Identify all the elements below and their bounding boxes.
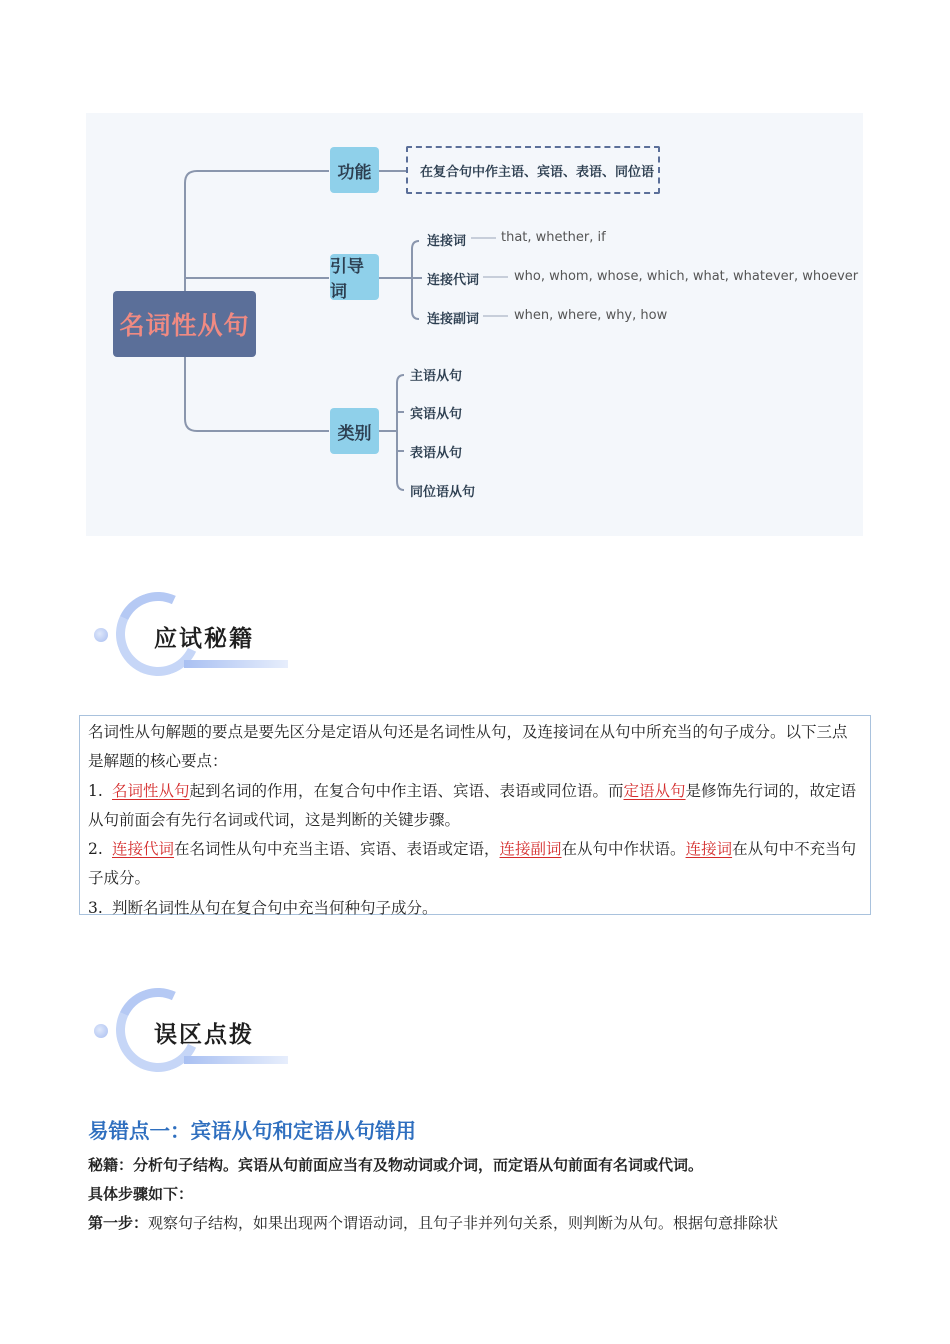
- step-1-text: 观察句子结构，如果出现两个谓语动词，且句子非并列句关系，则判断为从句。根据句意排除状: [148, 1214, 779, 1232]
- banner-dot-decoration: [94, 1024, 108, 1038]
- branch-guide-words: 引导词: [330, 254, 379, 300]
- banner-dot-decoration: [94, 628, 108, 642]
- guide-item-conjunction-desc: that, whether, if: [501, 230, 606, 245]
- point-text: 在从句中作状语。: [561, 840, 686, 859]
- point-text: 判断名词性从句在复合句中充当何种句子成分。: [112, 898, 438, 917]
- section-banner-misconceptions: [88, 988, 298, 1078]
- tips-point-2: [88, 835, 862, 894]
- guide-item-adverb: 连接副词: [427, 312, 480, 327]
- step-1-line: [88, 1212, 778, 1233]
- section-banner-exam-tips: [88, 592, 298, 682]
- banner-bar-decoration: [184, 1056, 288, 1064]
- steps-label: 具体步骤如下：: [88, 1185, 194, 1203]
- category-item-appositive: 同位语从句: [410, 485, 476, 500]
- mind-map: [86, 113, 863, 536]
- function-content-box: 在复合句中作主语、宾语、表语、同位语: [406, 146, 660, 194]
- point-text: 在名词性从句中充当主语、宾语、表语或定语，: [174, 840, 500, 859]
- guide-item-pronoun-desc: who, whom, whose, which, what, whatever, whoever: [514, 269, 859, 284]
- point-number: 3.: [88, 898, 103, 917]
- banner-bar-decoration: [184, 660, 288, 668]
- highlight-term: 名词性从句: [112, 781, 190, 800]
- highlight-term: 连接代词: [112, 840, 175, 859]
- point-number: 2.: [88, 840, 103, 859]
- tips-intro: 名词性从句解题的要点是要先区分是定语从句还是名词性从句，及连接词在从句中所充当的句子成分。以下三点是解题的核心要点：: [88, 723, 848, 771]
- tips-point-1: [88, 777, 862, 836]
- category-item-predicative: 表语从句: [410, 446, 463, 461]
- guide-item-adverb-desc: when, where, why, how: [514, 308, 668, 323]
- error-point-title: 易错点一：宾语从句和定语从句错用: [88, 1119, 416, 1143]
- tips-point-3: [88, 894, 862, 923]
- point-number: 1.: [88, 781, 103, 800]
- guide-item-pronoun: 连接代词: [427, 273, 480, 288]
- point-text: 在从句中不充当句子成分。: [88, 840, 857, 888]
- step-1-label: 第一步：: [88, 1214, 149, 1232]
- highlight-term: 连接词: [685, 840, 733, 859]
- mind-map-root: 名词性从句: [113, 291, 256, 357]
- category-item-subject: 主语从句: [410, 369, 463, 384]
- secret-line: 秘籍：分析句子结构。宾语从句前面应当有及物动词或介词，而定语从句前面有名词或代词。: [88, 1156, 704, 1174]
- tips-box: [79, 715, 871, 915]
- highlight-term: 定语从句: [623, 781, 686, 800]
- section-title: 误区点拨: [154, 1022, 254, 1048]
- highlight-term: 连接副词: [499, 840, 562, 859]
- branch-function: 功能: [330, 147, 379, 193]
- branch-category: 类别: [330, 408, 379, 454]
- point-text: 是修饰先行词的，故定语从句前面会有先行名词或代词，这是判断的关键步骤。: [88, 781, 857, 829]
- guide-item-conjunction: 连接词: [427, 234, 467, 249]
- point-text: 起到名词的作用，在复合句中作主语、宾语、表语或同位语。而: [189, 781, 624, 800]
- section-title: 应试秘籍: [154, 626, 254, 652]
- category-item-object: 宾语从句: [410, 407, 463, 422]
